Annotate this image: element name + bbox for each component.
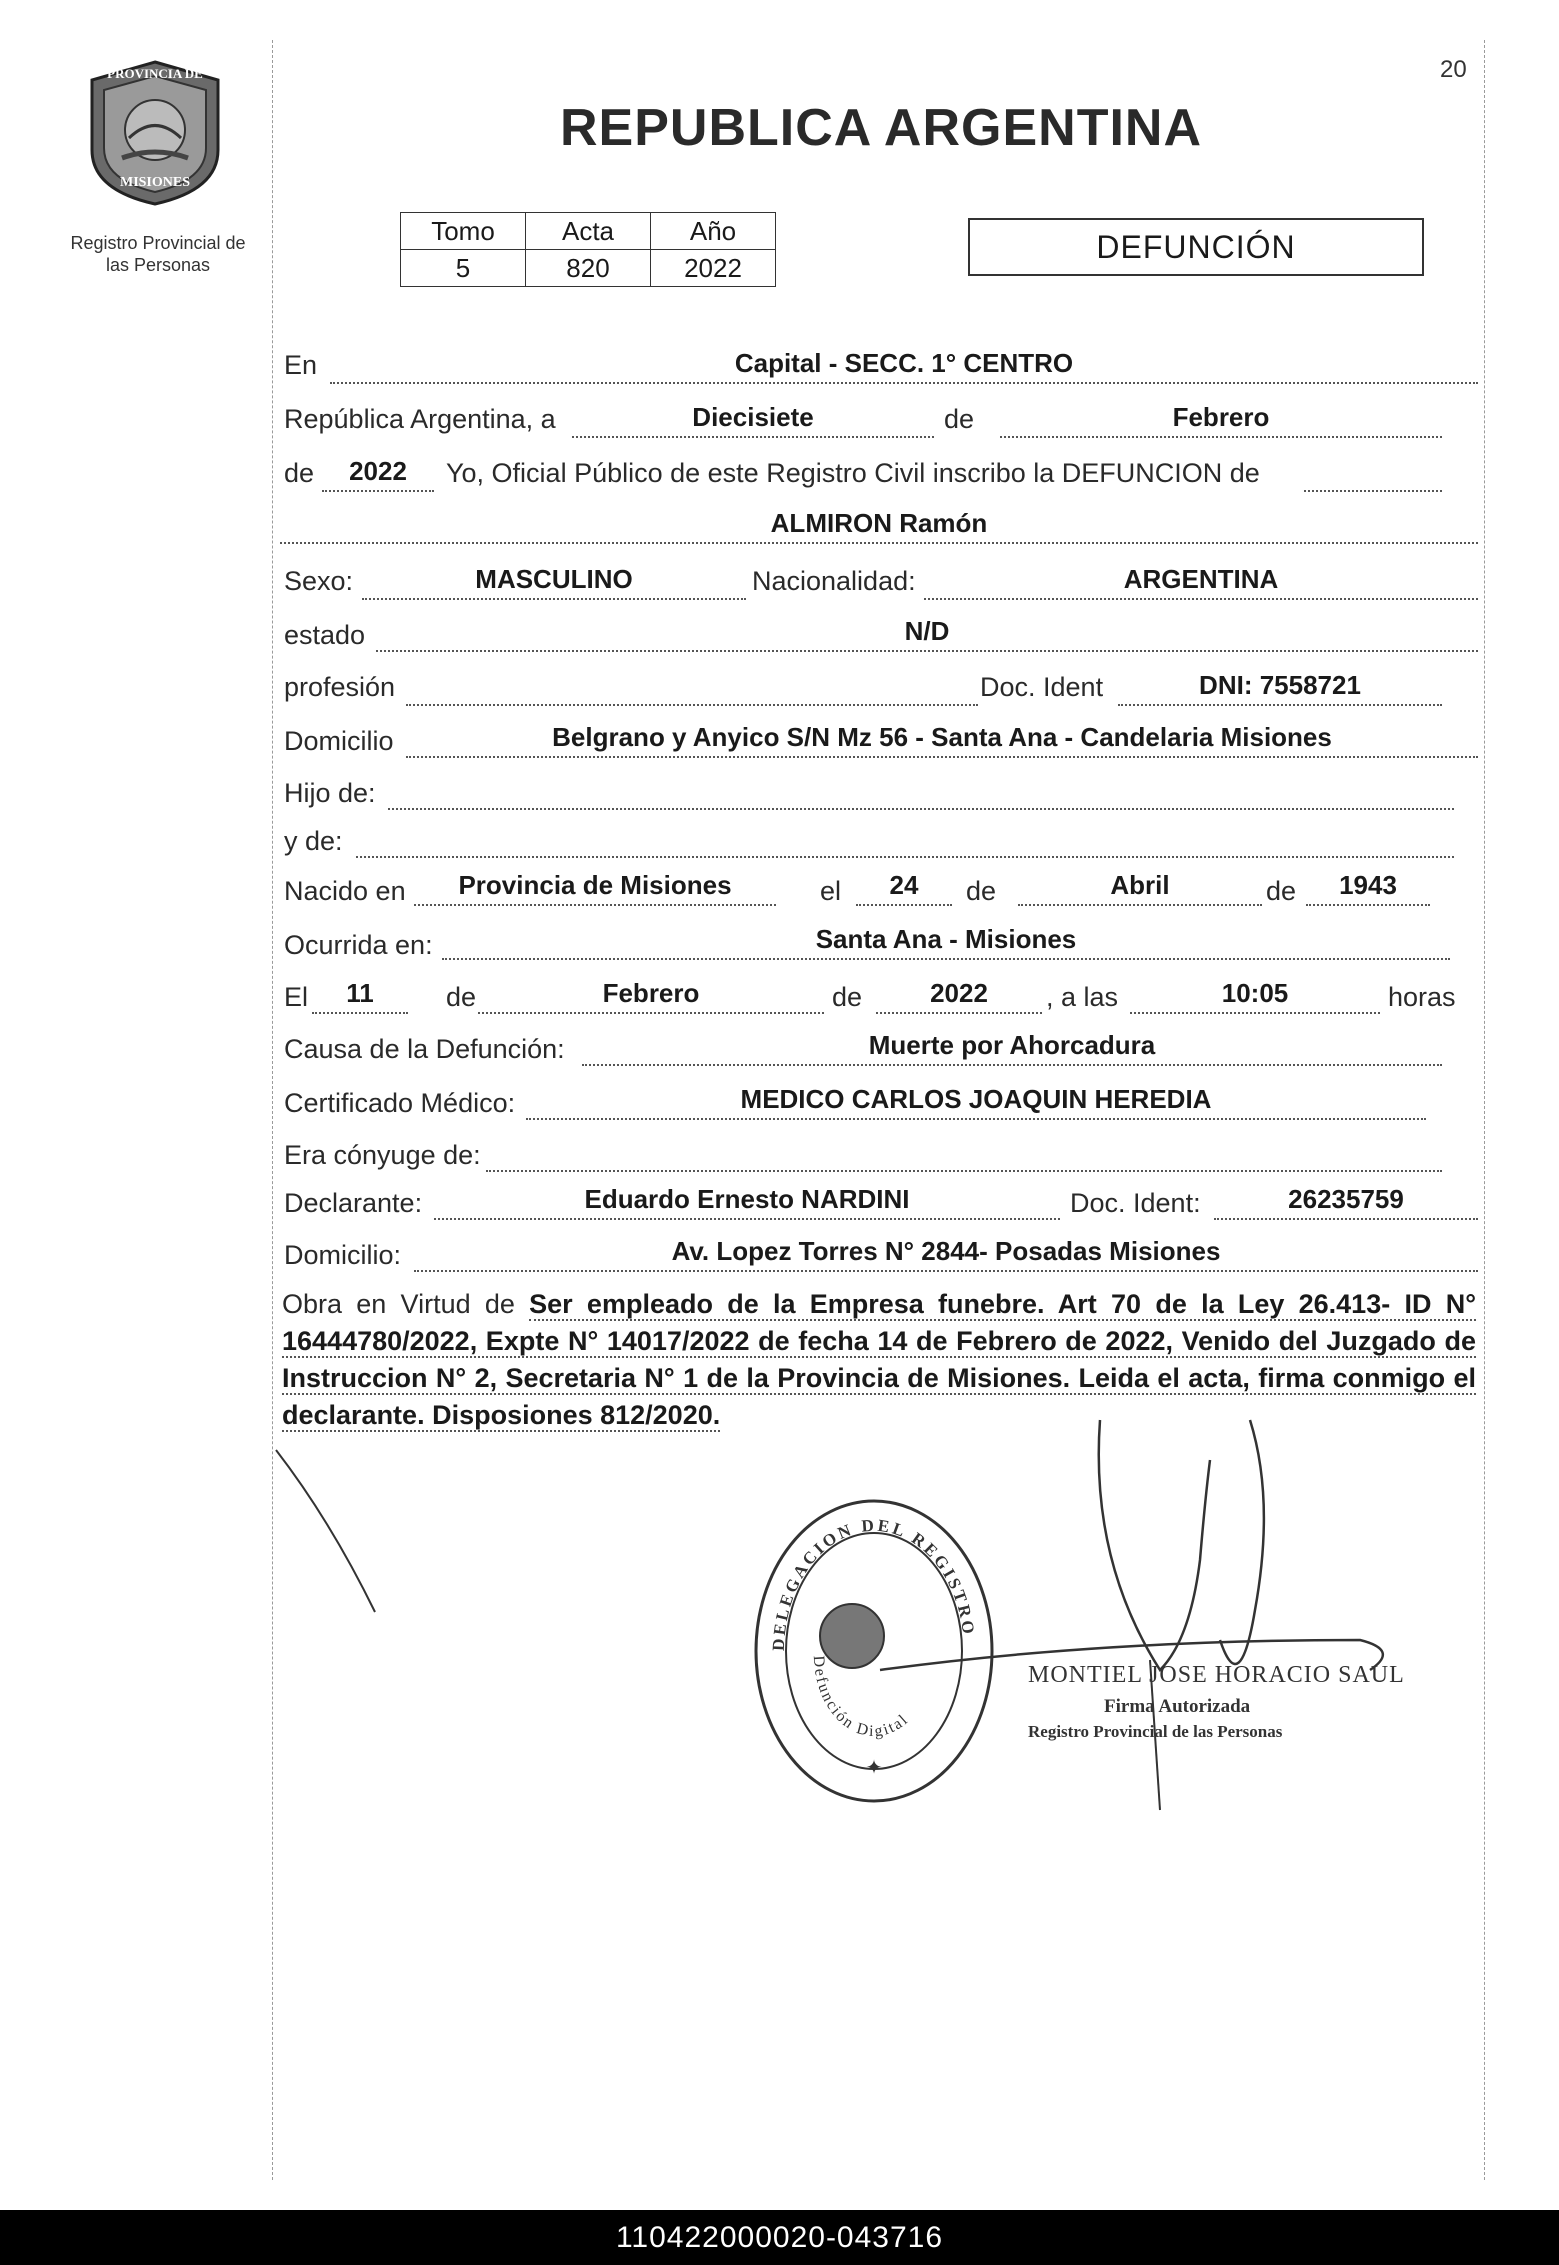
record-type-box: DEFUNCIÓN: [968, 218, 1424, 276]
de-label-5: de: [446, 982, 477, 1012]
causa-value: Muerte por Ahorcadura: [582, 1028, 1442, 1066]
republica-label: República Argentina, a: [284, 404, 556, 434]
doc-ident-label: Doc. Ident: [980, 672, 1104, 702]
acta-value: 820: [526, 250, 651, 287]
certificado-value: MEDICO CARLOS JOAQUIN HEREDIA: [526, 1082, 1426, 1120]
nacido-label: Nacido en: [284, 876, 406, 906]
registry-line-2: las Personas: [105, 255, 211, 275]
nacionalidad-label: Nacionalidad:: [752, 566, 916, 596]
nacido-mes-value: Abril: [1018, 868, 1262, 906]
stamp-ring-text: DELEGACION DEL REGISTRO: [768, 1515, 979, 1652]
en-value: Capital - SECC. 1° CENTRO: [330, 346, 1478, 384]
nacido-lugar-value: Provincia de Misiones: [414, 868, 776, 906]
obra-label: Obra en Virtud de: [282, 1289, 515, 1319]
tomo-header: Tomo: [401, 213, 526, 250]
anio-value: 2022: [651, 250, 776, 287]
month-value: Febrero: [1000, 400, 1442, 438]
horas-label: horas: [1388, 982, 1456, 1012]
official-stamp: [752, 1496, 996, 1806]
de-label-4: de: [1266, 876, 1297, 906]
sexo-value: MASCULINO: [362, 562, 746, 600]
domicilio-value: Belgrano y Anyico S/N Mz 56 - Santa Ana - Candelaria Misiones: [406, 720, 1478, 758]
alas-label: , a las: [1046, 982, 1119, 1012]
tomo-value: 5: [401, 250, 526, 287]
acta-header: Acta: [526, 213, 651, 250]
seal-bottom-text: MISIONES: [119, 175, 191, 190]
muerte-mes-value: Febrero: [478, 976, 824, 1014]
declarante-label: Declarante:: [284, 1188, 423, 1218]
ocurrida-label: Ocurrida en:: [284, 930, 433, 960]
causa-label: Causa de la Defunción:: [284, 1034, 565, 1064]
de-label-2: de: [284, 458, 315, 488]
decl-dom-value: Av. Lopez Torres N° 2844- Posadas Misiones: [414, 1234, 1478, 1272]
declarante-value: Eduardo Ernesto NARDINI: [434, 1182, 1060, 1220]
signer-name: MONTIEL JOSE HORACIO SAUL: [1028, 1662, 1405, 1688]
svg-text:✦: ✦: [865, 1757, 883, 1779]
signer-role: Firma Autorizada: [1104, 1696, 1251, 1717]
sexo-label: Sexo:: [284, 566, 354, 596]
hora-value: 10:05: [1130, 976, 1380, 1014]
ocurrida-value: Santa Ana - Misiones: [442, 922, 1450, 960]
seal-top-text: PROVINCIA DE: [107, 66, 203, 81]
de-label-6: de: [832, 982, 863, 1012]
nacionalidad-value: ARGENTINA: [924, 562, 1478, 600]
page-title: REPUBLICA ARGENTINA: [560, 99, 1203, 157]
day-word-value: Diecisiete: [572, 400, 934, 438]
en-label: En: [284, 350, 318, 380]
certificado-label: Certificado Médico:: [284, 1088, 516, 1118]
registry-line-1: Registro Provincial de: [70, 233, 246, 253]
year-value: 2022: [322, 454, 434, 492]
decl-dom-label: Domicilio:: [284, 1240, 402, 1270]
conyuge-label: Era cónyuge de:: [284, 1140, 481, 1170]
estado-value: N/D: [376, 614, 1478, 652]
stamp-inner-text: Defunción Digital: [809, 1655, 913, 1741]
signer-org: Registro Provincial de las Personas: [1028, 1722, 1283, 1741]
domicilio-label: Domicilio: [284, 726, 394, 756]
profesion-label: profesión: [284, 672, 396, 702]
anio-header: Año: [651, 213, 776, 250]
el-label-2: El: [284, 982, 309, 1012]
barcode-number-bar: 110422000020-043716: [0, 2210, 1559, 2265]
deceased-name: ALMIRON Ramón: [280, 506, 1478, 544]
muerte-dia-value: 11: [312, 976, 408, 1014]
decl-doc-value: 26235759: [1214, 1182, 1478, 1220]
muerte-anio-value: 2022: [876, 976, 1042, 1014]
decl-doc-label: Doc. Ident:: [1070, 1188, 1201, 1218]
estado-label: estado: [284, 620, 366, 650]
page-number: 20: [1440, 56, 1467, 83]
nacido-dia-value: 24: [856, 868, 952, 906]
el-label-1: el: [820, 876, 842, 906]
de-label-1: de: [944, 404, 975, 434]
inscribo-text: Yo, Oficial Público de este Registro Civil inscribo la DEFUNCION de: [446, 458, 1260, 488]
nacido-anio-value: 1943: [1306, 868, 1430, 906]
hijo-label: Hijo de:: [284, 778, 376, 808]
doc-ident-value: DNI: 7558721: [1118, 668, 1442, 706]
de-label-3: de: [966, 876, 997, 906]
svg-text:Defunción Digital: [810, 1655, 912, 1740]
yde-label: y de:: [284, 826, 343, 856]
obra-text: Ser empleado de la Empresa funebre. Art 70 de la Ley 26.413- ID N° 16444780/2022, Expte N° 14017/2022 de fecha 14 de Febrero de 2022, Venido del Juzgado de Instruccion N° 2, Secretaria N° 1 de la Provincia de Misiones. Leida el acta, firma conmigo el declarante. Disposiones 812/2020.: [282, 1289, 1476, 1430]
